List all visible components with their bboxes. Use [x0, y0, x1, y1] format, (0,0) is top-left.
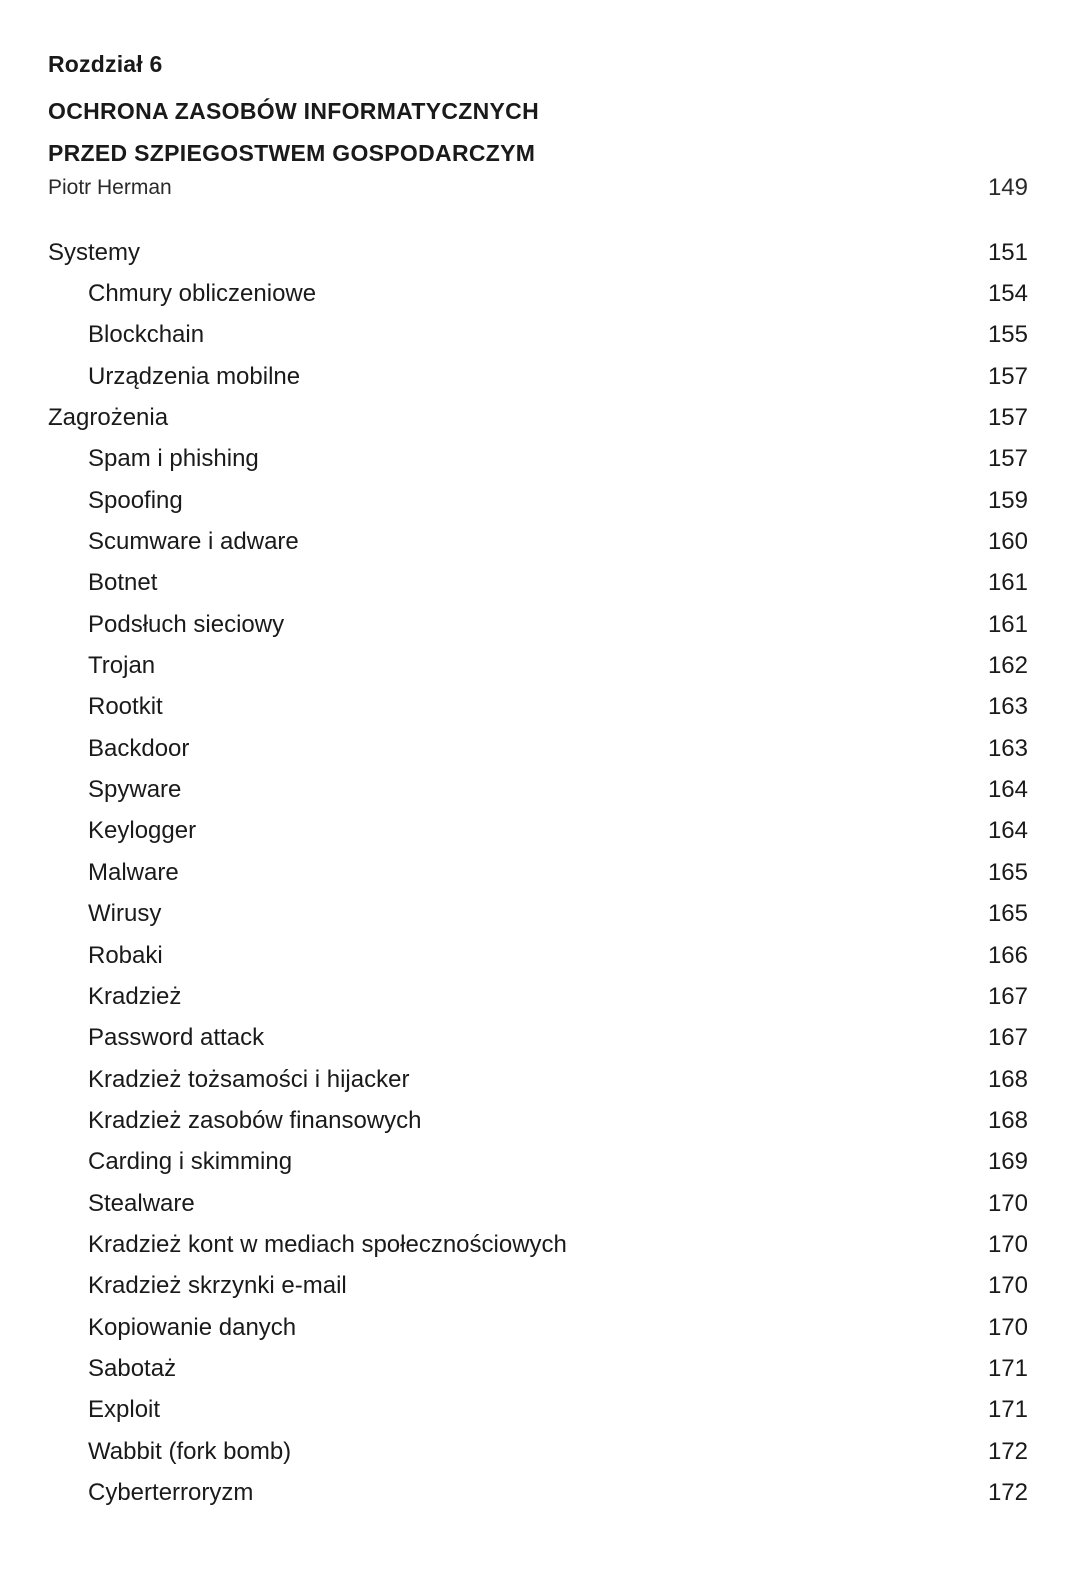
- toc-entry-page: 160: [987, 528, 1028, 556]
- toc-subsection: [48, 1307, 1028, 1348]
- toc-subsection: [48, 728, 1028, 769]
- toc-entry-page: 155: [987, 321, 1028, 349]
- chapter-page-number: 149: [987, 174, 1028, 201]
- toc-entry-page: 169: [987, 1148, 1028, 1176]
- toc-subsection: [48, 687, 1028, 728]
- toc-subsection: [48, 521, 1028, 562]
- toc-entry-page: 167: [987, 982, 1028, 1010]
- toc-subsection: [48, 480, 1028, 521]
- toc-subsection: [48, 604, 1028, 645]
- toc-subsection: [48, 1100, 1028, 1141]
- toc-entry-page: 163: [987, 734, 1028, 762]
- toc-entry-page: 159: [987, 486, 1028, 514]
- toc-subsection: [48, 1142, 1028, 1183]
- toc-entry-title: Spam i phishing: [88, 445, 259, 473]
- toc-subsection: [48, 976, 1028, 1017]
- toc-entry-title: Cyberterroryzm: [88, 1478, 254, 1506]
- toc-entry-page: 157: [987, 362, 1028, 390]
- toc-entry-title: Zagrożenia: [48, 404, 169, 432]
- toc-entry-title: Spyware: [88, 776, 182, 804]
- toc-entry-page: 172: [987, 1478, 1028, 1506]
- toc-page: [48, 0, 1028, 1572]
- toc-subsection: [48, 1059, 1028, 1100]
- toc-entry-title: Chmury obliczeniowe: [88, 280, 317, 308]
- chapter-label: Rozdział 6: [48, 51, 163, 77]
- toc-entry-title: Malware: [88, 858, 179, 886]
- toc-entry-title: Keylogger: [88, 817, 197, 845]
- toc-entry-page: 166: [987, 941, 1028, 969]
- toc-subsection: [48, 1431, 1028, 1472]
- toc-subsection: [48, 1018, 1028, 1059]
- toc-entry-title: Botnet: [88, 569, 158, 597]
- toc-entry-page: 164: [987, 776, 1028, 804]
- toc-entry-page: 170: [987, 1230, 1028, 1258]
- chapter-author: Piotr Herman: [48, 176, 172, 199]
- toc-entry-title: Kradzież skrzynki e-mail: [88, 1272, 347, 1300]
- toc-entry-page: 157: [987, 445, 1028, 473]
- toc-entry-title: Scumware i adware: [88, 528, 299, 556]
- toc-subsection: [48, 273, 1028, 314]
- toc-entry-title: Sabotaż: [88, 1354, 177, 1382]
- toc-section: [48, 397, 1028, 438]
- toc-entry-page: 164: [987, 817, 1028, 845]
- toc-entry-page: 167: [987, 1024, 1028, 1052]
- toc-entry-page: 171: [987, 1396, 1028, 1424]
- toc-subsection: [48, 1266, 1028, 1307]
- chapter-title-line-1: OCHRONA ZASOBÓW INFORMATYCZNYCH: [48, 98, 539, 124]
- toc-subsection: [48, 563, 1028, 604]
- toc-subsection: [48, 1348, 1028, 1389]
- toc-entry-title: Rootkit: [88, 693, 163, 721]
- toc-entry-page: 170: [987, 1272, 1028, 1300]
- toc-entry-page: 165: [987, 900, 1028, 928]
- toc-entry-page: 163: [987, 693, 1028, 721]
- toc-entry-page: 170: [987, 1189, 1028, 1217]
- toc-entry-page: 157: [987, 404, 1028, 432]
- toc-entry-page: 168: [987, 1106, 1028, 1134]
- toc-entry-page: 171: [987, 1354, 1028, 1382]
- toc-section: [48, 232, 1028, 273]
- toc-entry-title: Kradzież zasobów finansowych: [88, 1106, 422, 1134]
- toc-entry-title: Spoofing: [88, 486, 183, 514]
- chapter-title: [48, 90, 539, 174]
- chapter-title-line-2: PRZED SZPIEGOSTWEM GOSPODARCZYM: [48, 140, 536, 166]
- toc-entry-title: Carding i skimming: [88, 1148, 293, 1176]
- toc-entry-title: Password attack: [88, 1024, 265, 1052]
- toc-subsection: [48, 852, 1028, 893]
- toc-entry-title: Exploit: [88, 1396, 161, 1424]
- toc-entry-page: 172: [987, 1437, 1028, 1465]
- toc-entry-title: Wirusy: [88, 900, 162, 928]
- toc-entry-title: Stealware: [88, 1189, 195, 1217]
- toc-entry-title: Backdoor: [88, 734, 190, 762]
- toc-subsection: [48, 1472, 1028, 1513]
- table-of-contents: [48, 232, 1028, 1514]
- toc-entry-page: 168: [987, 1065, 1028, 1093]
- toc-subsection: [48, 315, 1028, 356]
- toc-subsection: [48, 1183, 1028, 1224]
- toc-entry-title: Systemy: [48, 238, 141, 266]
- toc-subsection: [48, 769, 1028, 810]
- chapter-author-row: [48, 172, 1028, 204]
- toc-subsection: [48, 439, 1028, 480]
- toc-entry-page: 161: [987, 569, 1028, 597]
- toc-entry-title: Urządzenia mobilne: [88, 362, 301, 390]
- toc-entry-title: Trojan: [88, 652, 156, 680]
- toc-subsection: [48, 645, 1028, 686]
- toc-entry-title: Kradzież tożsamości i hijacker: [88, 1065, 410, 1093]
- toc-entry-title: Wabbit (fork bomb): [88, 1437, 292, 1465]
- toc-entry-title: Robaki: [88, 941, 163, 969]
- toc-subsection: [48, 356, 1028, 397]
- toc-subsection: [48, 894, 1028, 935]
- toc-entry-title: Kopiowanie danych: [88, 1313, 297, 1341]
- toc-subsection: [48, 935, 1028, 976]
- toc-entry-page: 170: [987, 1313, 1028, 1341]
- toc-entry-page: 165: [987, 858, 1028, 886]
- toc-subsection: [48, 1224, 1028, 1265]
- toc-entry-title: Kradzież kont w mediach społecznościowych: [88, 1230, 567, 1258]
- toc-entry-page: 162: [987, 652, 1028, 680]
- toc-subsection: [48, 811, 1028, 852]
- toc-entry-title: Blockchain: [88, 321, 205, 349]
- toc-subsection: [48, 1390, 1028, 1431]
- toc-entry-page: 151: [987, 238, 1028, 266]
- toc-entry-page: 154: [987, 280, 1028, 308]
- toc-entry-page: 161: [987, 610, 1028, 638]
- toc-entry-title: Podsłuch sieciowy: [88, 610, 285, 638]
- toc-entry-title: Kradzież: [88, 982, 182, 1010]
